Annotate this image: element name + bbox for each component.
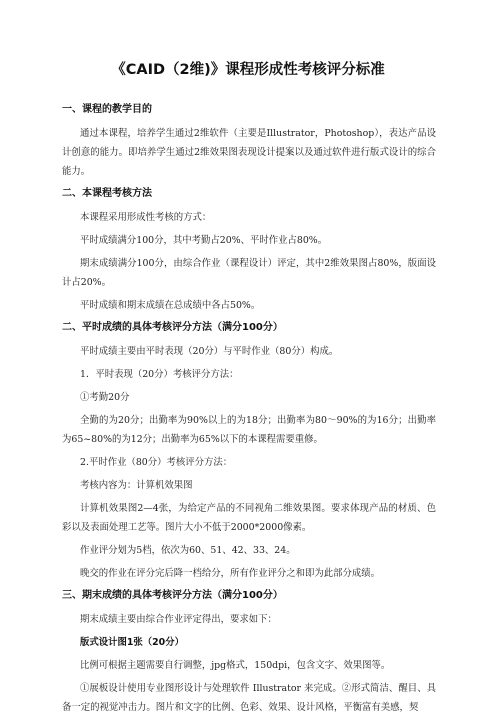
paragraph: ①考勤20分: [80, 392, 130, 403]
paragraph: 平时成绩满分100分，其中考勤占20%、平时作业占80%。: [80, 235, 328, 246]
paragraph: 1．平时表现（20分）考核评分方法：: [80, 369, 239, 380]
paragraph: 考核内容为：计算机效果图: [80, 480, 193, 491]
paragraph: 比例可根据主题需要自行调整，jpg格式，150dpi，包含文字、效果图等。: [80, 660, 391, 671]
paragraph: 晚交的作业在评分完后降一档给分，所有作业评分之和即为此部分成绩。: [80, 568, 381, 579]
paragraph: 平时成绩和期末成绩在总成绩中各占50%。: [80, 300, 261, 311]
sub-heading-layout-design: 版式设计图1张（20分）: [80, 637, 184, 648]
paragraph: 期末成绩主要由综合作业评定得出，要求如下：: [80, 614, 277, 625]
section-heading-regular-grade: 二、平时成绩的具体考核评分方法（满分100分）: [62, 322, 283, 333]
paragraph: 本课程采用形成性考核的方式：: [80, 212, 212, 223]
document-body: [62, 101, 436, 721]
paragraph: 平时成绩主要由平时表现（20分）与平时作业（80分）构成。: [80, 346, 339, 357]
section-heading-final-grade: 三、期末成绩的具体考核评分方法（满分100分）: [62, 590, 283, 601]
document-title: 《CAID（2维)》课程形成性考核评分标准: [111, 62, 385, 78]
paragraph: 作业评分划为5档，依次为60、51、42、33、24。: [80, 545, 296, 556]
paragraph: 全勤的为20分；出勤率为90%以上的为18分；出勤率为80～90%的为16分；出勤率为65~80%的为12分；出勤率为65%以下的本课程需要重修。: [62, 415, 436, 445]
paragraph: 2.平时作业（80分）考核评分方法：: [80, 457, 233, 468]
paragraph: 期末成绩满分100分，由综合作业（课程设计）评定，其中2维效果图占80%，版面设计占20%。: [62, 258, 436, 288]
paragraph: 计算机效果图2—4张，为给定产品的不同视角二维效果图。要求体现产品的材质、色彩以及表面处理工艺等。图片大小不低于2000*2000像素。: [62, 503, 436, 533]
section-heading-assessment-method: 二、本课程考核方法: [62, 188, 152, 199]
paragraph: ①展板设计使用专业图形设计与处理软件 Illustrator 来完成。②形式简洁、醒目、具备一定的视觉冲击力。图片和文字的比例、色彩、效果、设计风格，平衡富有美感，契: [62, 683, 436, 713]
section-heading-teaching-purpose: 一、课程的教学目的: [62, 104, 152, 115]
paragraph: 通过本课程，培养学生通过2维软件（主要是Illustrator，Photoshop），表达产品设计创意的能力。即培养学生通过2维效果图表现设计提案以及通过软件进行版式设计的综合能力。: [62, 128, 436, 177]
